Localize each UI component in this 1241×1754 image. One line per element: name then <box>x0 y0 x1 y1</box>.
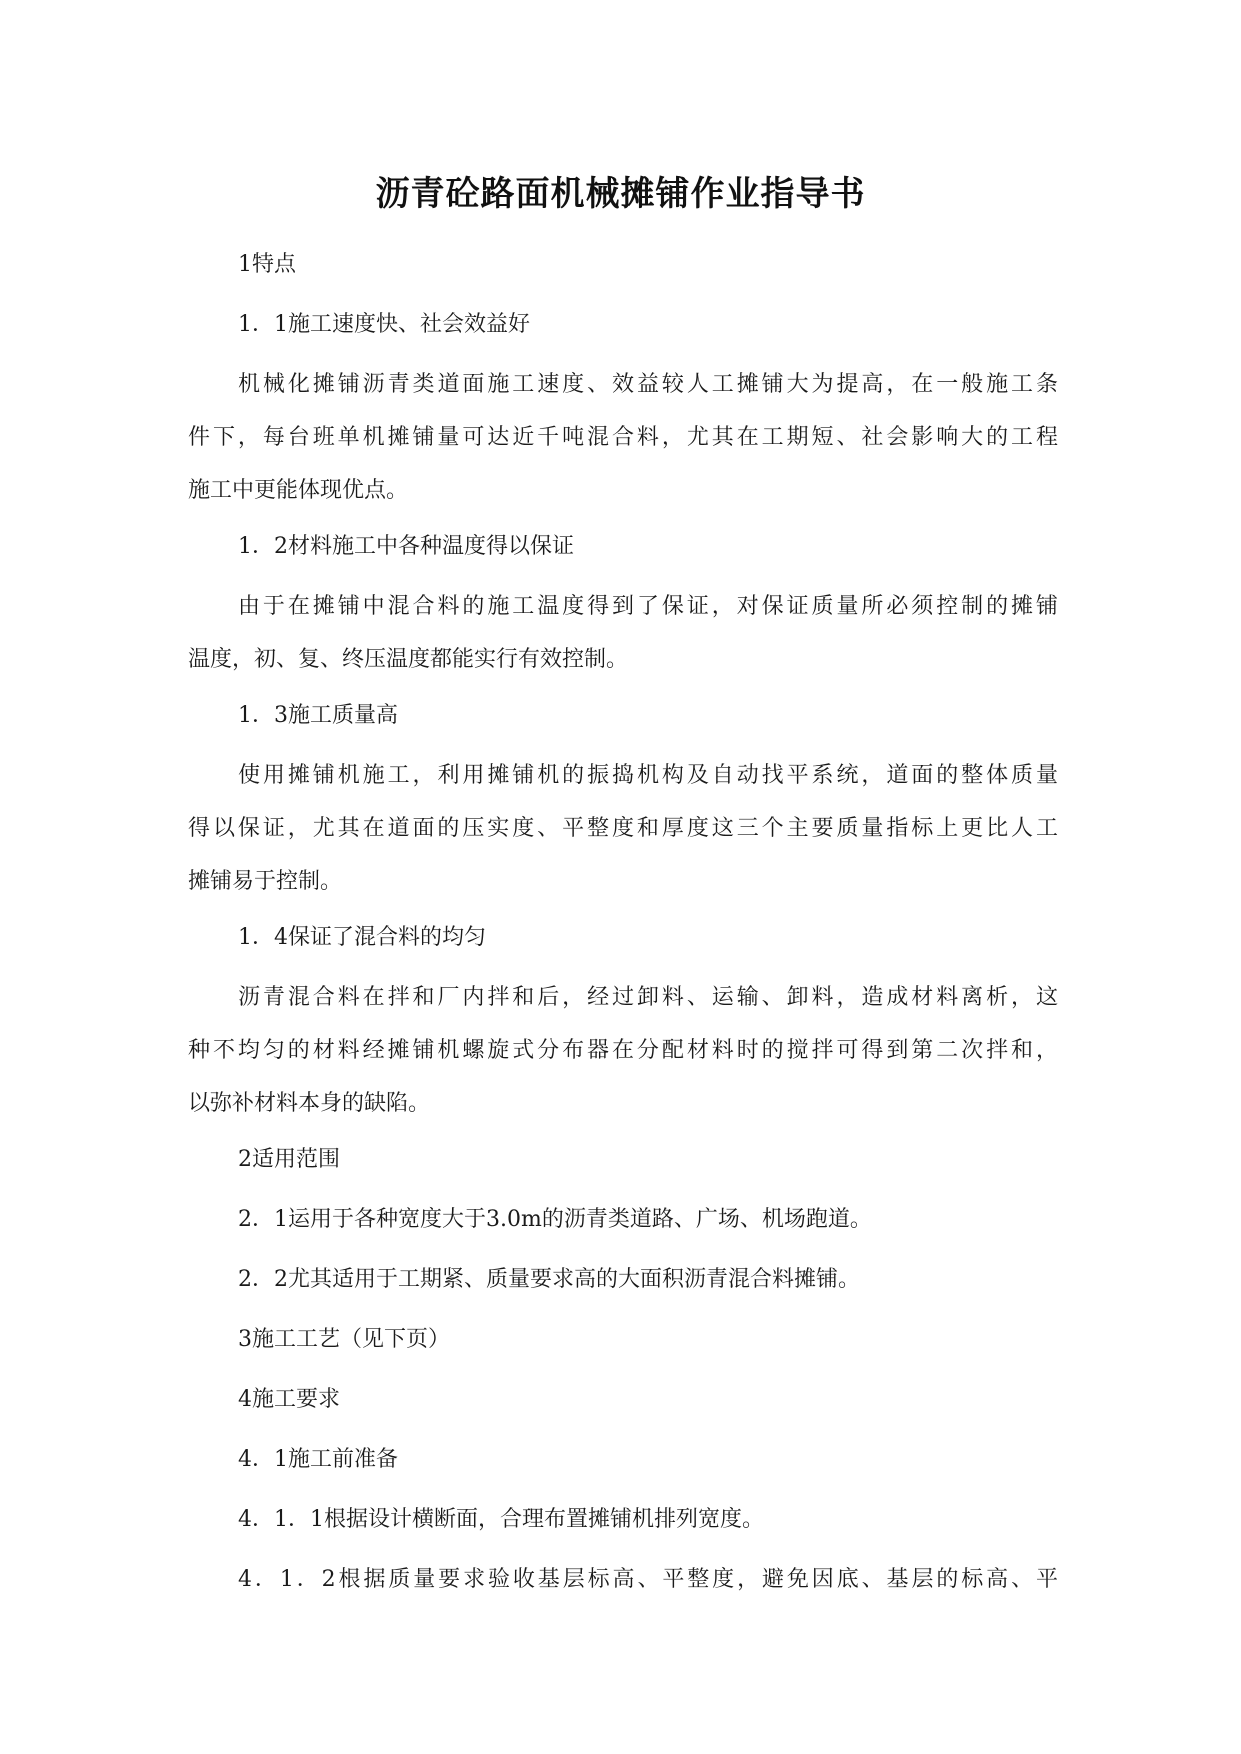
paragraph-line: 以弥补材料本身的缺陷。 <box>188 1091 431 1116</box>
paragraph-line: 种不均匀的材料经摊铺机螺旋式分布器在分配材料时的搅拌可得到第二次拌和， <box>188 1038 1058 1063</box>
subheading-1-4: 1．4保证了混合料的均匀 <box>238 925 486 950</box>
heading-process: 3施工工艺（见下页） <box>238 1327 450 1352</box>
paragraph-line: 机械化摊铺沥青类道面施工速度、效益较人工摊铺大为提高，在一般施工条 <box>238 372 1058 397</box>
paragraph-line: 件下，每台班单机摊铺量可达近千吨混合料，尤其在工期短、社会影响大的工程 <box>188 425 1058 450</box>
heading-scope: 2适用范围 <box>238 1147 340 1172</box>
paragraph-line: 沥青混合料在拌和厂内拌和后，经过卸料、运输、卸料，造成材料离析，这 <box>238 985 1058 1010</box>
subheading-4-1: 4．1施工前准备 <box>238 1447 398 1472</box>
document-title: 沥青砼路面机械摊铺作业指导书 <box>375 174 866 214</box>
subheading-1-3: 1．3施工质量高 <box>238 703 398 728</box>
subheading-2-2: 2．2尤其适用于工期紧、质量要求高的大面积沥青混合料摊铺。 <box>238 1267 860 1292</box>
heading-requirements: 4施工要求 <box>238 1387 340 1412</box>
subheading-1-1: 1．1施工速度快、社会效益好 <box>238 312 530 337</box>
paragraph-line: 由于在摊铺中混合料的施工温度得到了保证，对保证质量所必须控制的摊铺 <box>238 594 1058 619</box>
paragraph-line: 使用摊铺机施工，利用摊铺机的振捣机构及自动找平系统，道面的整体质量 <box>238 763 1058 788</box>
paragraph-line: 施工中更能体现优点。 <box>188 478 409 503</box>
subheading-2-1: 2．1运用于各种宽度大于3.0m的沥青类道路、广场、机场跑道。 <box>238 1207 872 1232</box>
paragraph-line: 得以保证，尤其在道面的压实度、平整度和厚度这三个主要质量指标上更比人工 <box>188 816 1058 841</box>
heading-features: 1特点 <box>238 252 296 277</box>
subheading-4-1-2: 4．1．2根据质量要求验收基层标高、平整度，避免因底、基层的标高、平 <box>238 1567 1058 1592</box>
paragraph-line: 温度，初、复、终压温度都能实行有效控制。 <box>188 647 629 672</box>
subheading-1-2: 1．2材料施工中各种温度得以保证 <box>238 534 574 559</box>
paragraph-line: 摊铺易于控制。 <box>188 869 343 894</box>
subheading-4-1-1: 4．1．1根据设计横断面，合理布置摊铺机排列宽度。 <box>238 1507 764 1532</box>
